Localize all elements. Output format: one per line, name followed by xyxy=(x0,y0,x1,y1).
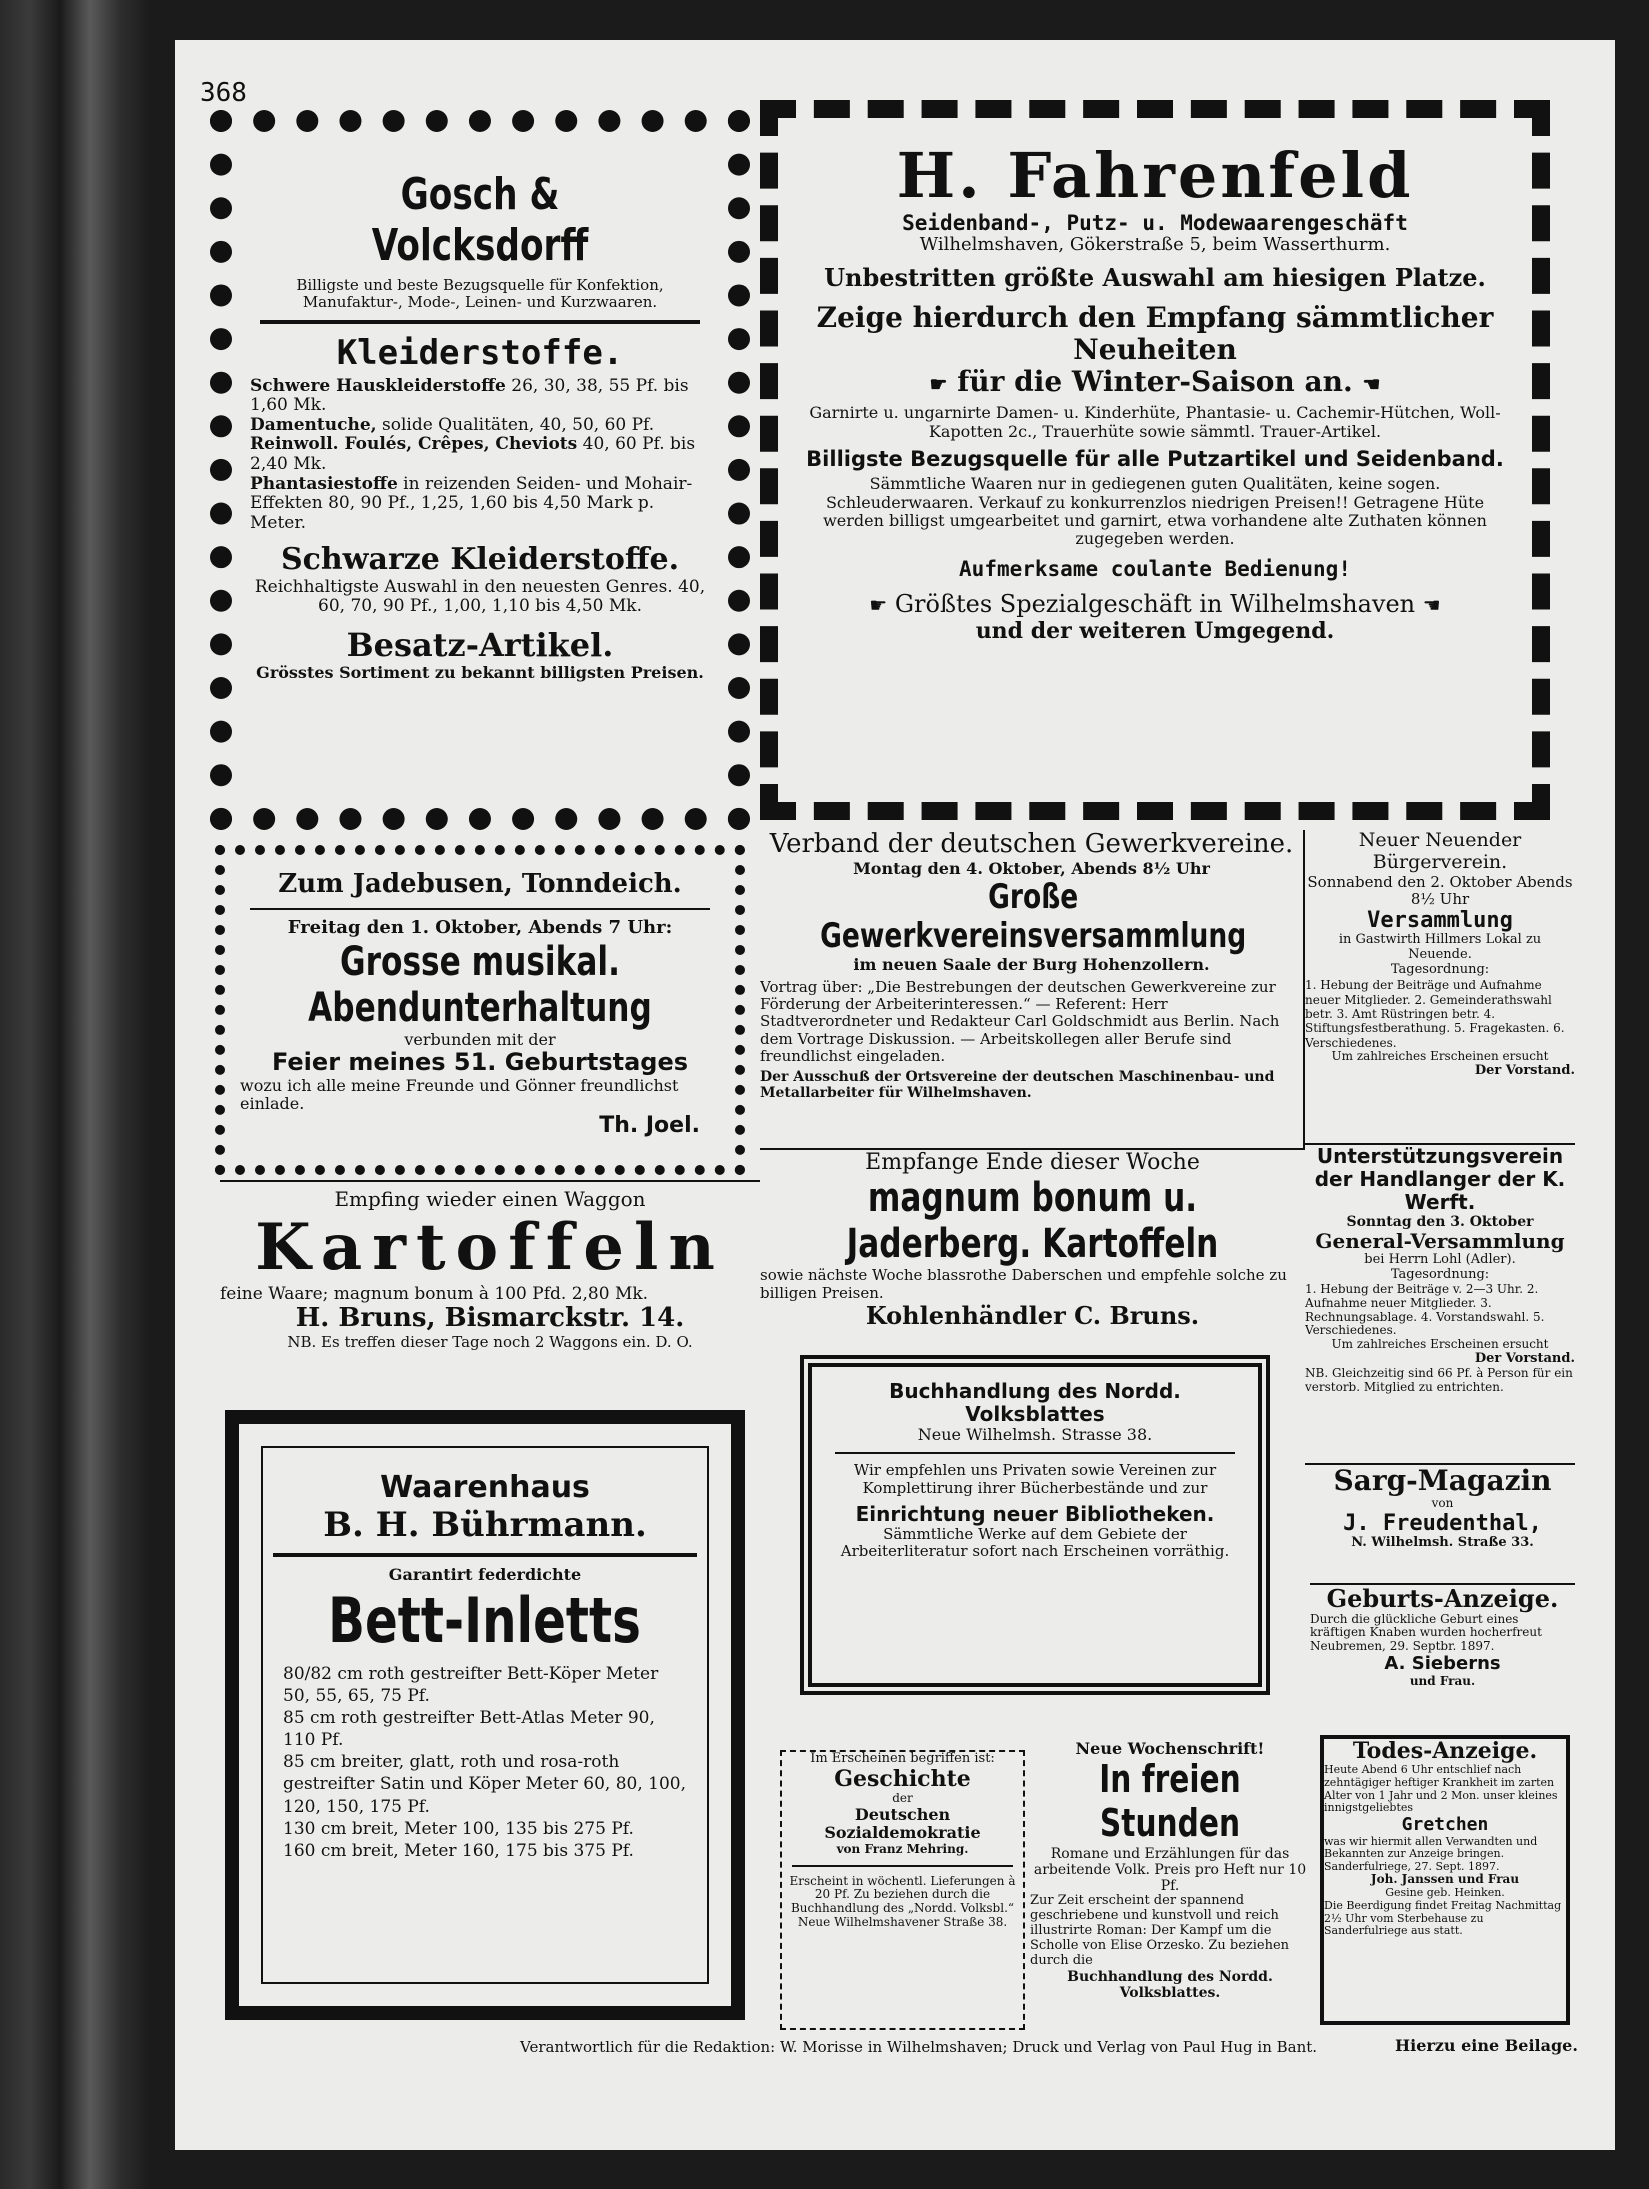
buch-text: Sämmtliche Werke auf dem Gebiete der Arbeiterliteratur sofort nach Erscheinen vorräthig. xyxy=(840,1524,1230,1561)
todes-title: Todes-Anzeige. xyxy=(1352,1738,1538,1764)
jadebusen-title: Zum Jadebusen, Tonndeich. xyxy=(278,870,682,899)
gewerk-date: Montag den 4. Oktober, Abends 8½ Uhr xyxy=(853,858,1210,878)
fahrenfeld-text: Sämmtliche Waaren nur in gediegenen guten Qualitäten, keine sogen. Schleuderwaaren. Verkauf zu konkurrenzlos niedrigen Preisen!! Getragene Hüte werden billigst umgearbeitet und garnirt, etwa vorhandene alte Zuthaten können zugegeben werden. xyxy=(823,474,1487,549)
gosch-schwarze-text: Reichhaltigste Auswahl in den neuesten Genres. 40, 60, 70, 90 Pf., 1,00, 1,10 bis 4,50 Mk. xyxy=(254,576,706,617)
gosch-kleiderstoffe: Kleiderstoffe. xyxy=(336,332,624,373)
ad-gewerkvereine xyxy=(760,830,1305,1150)
kartoffeln-price: feine Waare; magnum bonum à 100 Pfd. 2,80 Mk. xyxy=(220,1283,649,1304)
gewerk-vortrag: Vortrag über: „Die Bestrebungen der deutschen Gewerkvereine zur Förderung der Arbeiterinteressen.“ — Referent: Herr Stadtverordneter und Redakteur Carl Goldschmidt aus Berlin. Nach dem Vortrage Diskussion. — Arbeitskollegen aller Berufe sind freundlichst eingeladen. xyxy=(760,977,1280,1065)
gosch-item-price: solide Qualitäten, 40, 50, 60 Pf. xyxy=(382,414,655,435)
geburt-title: Geburts-Anzeige. xyxy=(1326,1585,1559,1613)
gesch-author: von Franz Mehring. xyxy=(836,1841,969,1856)
buch-headline: Einrichtung neuer Bibliotheken. xyxy=(855,1501,1215,1526)
divider xyxy=(250,908,710,910)
freie-text: Zur Zeit erscheint der spannend geschriebene und kunstvoll und reich illustrirte Roman: Der Kampf um die Scholle von Elise Orzesko. Zu beziehen durch die xyxy=(1030,1893,1290,1968)
ad-kartoffeln xyxy=(220,1180,760,1380)
gesch-intro: Im Erscheinen begriffen ist: xyxy=(810,1751,995,1766)
divider xyxy=(273,1553,697,1557)
pointing-hand-icon: ☚ xyxy=(1422,592,1441,617)
ad-bruns-kartoffeln xyxy=(760,1150,1305,1325)
price-line: 85 cm roth gestreifter Bett-Atlas Meter 90, 110 Pf. xyxy=(283,1708,655,1751)
ad-fahrenfeld xyxy=(800,140,1510,780)
gosch-item xyxy=(250,435,710,474)
ad-sarg-magazin xyxy=(1310,1465,1575,1585)
buerger-date: Sonnabend den 2. Oktober Abends 8½ Uhr xyxy=(1307,872,1573,908)
geburt-frau: und Frau. xyxy=(1409,1673,1476,1688)
bruns-intro: Empfange Ende dieser Woche xyxy=(865,1150,1200,1175)
unter-place: bei Herrn Lohl (Adler). xyxy=(1364,1252,1516,1268)
fahrenfeld-address: Wilhelmshaven, Gökerstraße 5, beim Wasserthurm. xyxy=(919,234,1391,256)
gosch-subtitle: Billigste und beste Bezugsquelle für Konfektion, Manufaktur-, Mode-, Leinen- und Kurzwaaren. xyxy=(296,276,664,312)
page-number: 368 xyxy=(200,78,247,108)
bruns-product: magnum bonum u. Jaderberg. Kartoffeln xyxy=(846,1175,1219,1268)
buehrmann-prices xyxy=(283,1663,687,1862)
buerger-signature: Der Vorstand. xyxy=(1474,1063,1575,1079)
ad-buergerverein xyxy=(1305,830,1575,1145)
price-line: 130 cm breit, Meter 100, 135 bis 275 Pf. xyxy=(283,1818,634,1839)
sarg-name: J. Freudenthal, xyxy=(1343,1510,1542,1536)
buerger-title: Neuer Neuender Bürgerverein. xyxy=(1358,830,1522,873)
sarg-von: von xyxy=(1431,1496,1454,1511)
gewerk-event: Große Gewerkvereinsversammlung xyxy=(820,877,1247,957)
fahrenfeld-neuheiten: Zeige hierdurch den Empfang sämmtlicher Neuheiten xyxy=(816,300,1494,366)
buehrmann-inner-frame xyxy=(261,1446,709,1984)
ad-geburts-anzeige xyxy=(1310,1585,1575,1735)
price-line: 85 cm breiter, glatt, roth und rosa-roth gestreifter Satin und Köper Meter 60, 80, 100, 120, 150, 175 Pf. xyxy=(283,1752,686,1817)
fahrenfeld-spezial xyxy=(800,591,1510,619)
gesch-text: Erscheint in wöchentl. Lieferungen à 20 Pf. Zu beziehen durch die Buchhandlung des „Nordd. Volksbl.“ Neue Wilhelmshavener Straße 38. xyxy=(789,1873,1016,1929)
freie-title: In freien Stunden xyxy=(1099,1757,1241,1846)
gosch-title: Gosch & Volcksdorff xyxy=(371,170,589,271)
jadebusen-feier: Feier meines 51. Geburtstages xyxy=(271,1047,689,1076)
gosch-item-name: Reinwoll. Foulés, Crêpes, Cheviots xyxy=(250,434,578,455)
kartoffeln-seller: H. Bruns, Bismarckstr. 14. xyxy=(295,1303,685,1334)
pointing-hand-icon: ☛ xyxy=(929,372,948,397)
fahrenfeld-bezugsquelle: Billigste Bezugsquelle für alle Putzartikel und Seidenband. xyxy=(806,447,1504,472)
gosch-schwarze: Schwarze Kleiderstoffe. xyxy=(280,542,680,578)
buehrmann-garantirt: Garantirt federdichte xyxy=(388,1565,582,1584)
freie-publisher: Buchhandlung des Nordd. Volksblattes. xyxy=(1067,1968,1273,2001)
gesch-subject: Deutschen Sozialdemokratie xyxy=(824,1805,981,1843)
pointing-hand-icon: ☛ xyxy=(869,592,888,617)
bruns-text: sowie nächste Woche blassrothe Daberschen und empfehle solche zu billigen Preisen. xyxy=(760,1266,1287,1302)
ad-gosch-volcksdorff xyxy=(250,170,710,810)
gewerk-place: im neuen Saale der Burg Hohenzollern. xyxy=(853,955,1210,975)
ad-todes-anzeige xyxy=(1320,1735,1570,2025)
sarg-address: N. Wilhelmsh. Straße 33. xyxy=(1351,1535,1534,1551)
todes-geb: Gesine geb. Heinken. xyxy=(1385,1886,1505,1900)
jadebusen-event: Grosse musikal. Abendunterhaltung xyxy=(308,938,652,1031)
fahrenfeld-season-text: für die Winter-Saison an. xyxy=(957,365,1353,399)
gosch-item xyxy=(250,416,710,436)
buehrmann-product: Bett-Inletts xyxy=(328,1584,642,1657)
jadebusen-invite: wozu ich alle meine Freunde und Gönner freundlichst einlade. xyxy=(240,1075,679,1113)
buerger-agenda-title: Tagesordnung: xyxy=(1390,962,1490,978)
jadebusen-date: Freitag den 1. Oktober, Abends 7 Uhr: xyxy=(287,916,673,938)
gosch-item-price: 26, 30, 38, 55 Pf. bis 1,60 Mk. xyxy=(250,375,689,416)
todes-name: Gretchen xyxy=(1401,1813,1489,1835)
fahrenfeld-title: H. Fahrenfeld xyxy=(896,140,1414,212)
fahrenfeld-season xyxy=(800,366,1510,398)
bruns-signature: Kohlenhändler C. Bruns. xyxy=(865,1300,1200,1325)
ad-buchhandlung xyxy=(825,1380,1245,1670)
buehrmann-name: B. H. Bührmann. xyxy=(323,1505,647,1545)
freie-intro: Neue Wochenschrift! xyxy=(1075,1740,1265,1758)
price-line: 160 cm breit, Meter 160, 175 bis 375 Pf. xyxy=(283,1840,634,1861)
fahrenfeld-bedienung: Aufmerksame coulante Bedienung! xyxy=(959,556,1351,581)
divider xyxy=(260,320,700,324)
unter-agenda: 1. Hebung der Beiträge v. 2—3 Uhr. 2. Aufnahme neuer Mitglieder. 3. Rechnungsablage. 4. Vorstandswahl. 5. Verschiedenes. xyxy=(1305,1281,1545,1338)
fahrenfeld-spezial-text: Größtes Spezialgeschäft in Wilhelmshaven xyxy=(894,589,1416,618)
sarg-title: Sarg-Magazin xyxy=(1333,1465,1552,1497)
gosch-item xyxy=(250,475,710,534)
ad-jadebusen xyxy=(240,870,720,1155)
unter-event: General-Versammlung xyxy=(1315,1229,1565,1254)
kartoffeln-intro: Empfing wieder einen Waggon xyxy=(334,1187,646,1211)
fahrenfeld-claim: Unbestritten größte Auswahl am hiesigen Platze. xyxy=(824,263,1486,293)
gosch-item-name: Phantasiestoffe xyxy=(250,473,398,494)
buerger-closing: Um zahlreiches Erscheinen ersucht xyxy=(1331,1049,1549,1064)
buch-intro: Wir empfehlen uns Privaten sowie Vereinen zur Komplettirung ihrer Bücherbestände und zur xyxy=(853,1461,1217,1497)
kartoffeln-note: NB. Es treffen dieser Tage noch 2 Waggons ein. D. O. xyxy=(287,1333,693,1352)
freie-sub: Romane und Erzählungen für das arbeitende Volk. Preis pro Heft nur 10 Pf. xyxy=(1033,1845,1307,1894)
imprint: Verantwortlich für die Redaktion: W. Morisse in Wilhelmshaven; Druck und Verlag von Paul Hug in Bant. xyxy=(520,2038,1318,2056)
gewerk-title: Verband der deutschen Gewerkvereine. xyxy=(769,830,1294,859)
todes-text: Heute Abend 6 Uhr entschlief nach zehntägiger heftiger Krankheit im zarten Alter von 1 Jahr und 2 Mon. unser kleines innigstgeliebtes xyxy=(1324,1763,1558,1815)
beilage-note: Hierzu eine Beilage. xyxy=(1395,2036,1578,2055)
kartoffeln-title: Kartoffeln xyxy=(255,1210,725,1285)
unter-closing: Um zahlreiches Erscheinen ersucht xyxy=(1331,1337,1549,1352)
unter-note: NB. Gleichzeitig sind 66 Pf. à Person für ein verstorb. Mitglied zu entrichten. xyxy=(1305,1365,1573,1394)
gosch-item-price: in reizenden Seiden- und Mohair-Effekten 80, 90 Pf., 1,25, 1,60 bis 4,50 Mark p. Meter. xyxy=(250,473,693,533)
unter-signature: Der Vorstand. xyxy=(1474,1350,1575,1366)
todes-signature: Joh. Janssen und Frau xyxy=(1370,1872,1520,1887)
unter-agenda-title: Tagesordnung: xyxy=(1390,1267,1490,1283)
buerger-versammlung: Versammlung xyxy=(1367,908,1513,934)
ad-buehrmann xyxy=(225,1410,745,2020)
gosch-item-name: Damentuche, xyxy=(250,414,377,435)
buehrmann-kind: Waarenhaus xyxy=(380,1470,590,1505)
todes-burial: Die Beerdigung findet Freitag Nachmittag 2½ Uhr vom Sterbehause zu Sanderfulriege aus statt. xyxy=(1324,1898,1562,1938)
ad-geschichte xyxy=(780,1750,1025,2030)
gosch-item-price: 40, 60 Pf. bis 2,40 Mk. xyxy=(250,434,696,474)
jadebusen-verbunden: verbunden mit der xyxy=(404,1029,556,1049)
gosch-besatz-text: Grösstes Sortiment zu bekannt billigsten Preisen. xyxy=(256,662,704,682)
fahrenfeld-items: Garnirte u. ungarnirte Damen- u. Kinderhüte, Phantasie- u. Cachemir-Hütchen, Woll-Kapotten 2c., Trauerhüte sowie sämmtl. Trauer-Artikel. xyxy=(809,403,1501,441)
geburt-signature: A. Sieberns xyxy=(1384,1652,1501,1674)
buerger-place: in Gastwirth Hillmers Lokal zu Neuende. xyxy=(1338,932,1542,963)
gosch-besatz: Besatz-Artikel. xyxy=(346,625,614,664)
fahrenfeld-business: Seidenband-, Putz- u. Modewaarengeschäft xyxy=(902,211,1408,236)
buerger-agenda: 1. Hebung der Beiträge und Aufnahme neuer Mitglieder. 2. Gemeinderathswahl betr. 3. Amt Rüstringen betr. 4. Stiftungsfestberathung. 5. Fragekasten. 6. Verschiedenes. xyxy=(1305,978,1565,1050)
geburt-text: Durch die glückliche Geburt eines kräftigen Knaben wurden hocherfreut Neubremen, 29. Septbr. 1897. xyxy=(1310,1611,1542,1654)
gosch-item-name: Schwere Hauskleiderstoffe xyxy=(250,375,506,396)
price-line: 80/82 cm roth gestreifter Bett-Köper Meter 50, 55, 65, 75 Pf. xyxy=(283,1664,659,1707)
pointing-hand-icon: ☚ xyxy=(1362,372,1381,397)
ad-freie-stunden xyxy=(1030,1740,1310,2035)
ad-unterstuetzungsverein xyxy=(1305,1145,1575,1465)
unter-title: Unterstützungsverein der Handlanger der K. Werft. xyxy=(1314,1145,1566,1214)
gewerk-footer: Der Ausschuß der Ortsvereine der deutschen Maschinenbau- und Metallarbeiter für Wilhelmshaven. xyxy=(760,1069,1275,1102)
unter-date: Sonntag den 3. Oktober xyxy=(1346,1214,1534,1230)
gosch-item xyxy=(250,377,710,416)
gesch-der: der xyxy=(892,1791,913,1806)
fahrenfeld-umgegend: und der weiteren Umgegend. xyxy=(975,617,1335,644)
todes-text2: was wir hiermit allen Verwandten und Bekannten zur Anzeige bringen. Sanderfulriege, 27. Sept. 1897. xyxy=(1324,1834,1538,1873)
divider xyxy=(792,1865,1013,1867)
buch-title: Buchhandlung des Nordd. Volksblattes xyxy=(889,1380,1181,1426)
jadebusen-signature: Th. Joel. xyxy=(599,1113,700,1139)
gesch-title: Geschichte xyxy=(834,1765,971,1792)
buch-address: Neue Wilhelmsh. Strasse 38. xyxy=(917,1425,1153,1444)
divider xyxy=(835,1452,1235,1454)
